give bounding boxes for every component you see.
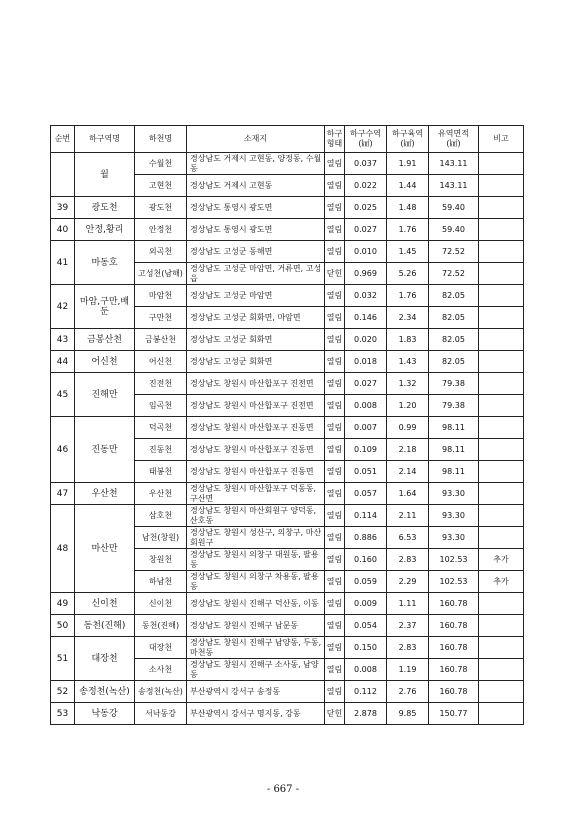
cell-basin: 93.30 [429,527,479,549]
cell-no: 46 [51,417,75,483]
cell-location: 경상남도 고성군 회화면, 마암면 [187,307,325,329]
cell-no: 43 [51,329,75,351]
cell-land: 2.14 [387,461,429,483]
cell-location: 경상남도 창원시 의창구 대원동, 팔용동 [187,549,325,571]
table-row [51,351,524,373]
cell-basin: 98.11 [429,439,479,461]
cell-basin: 82.05 [429,351,479,373]
cell-stream: 외곡천 [135,241,187,263]
cell-estuary: 송정천(녹산) [75,681,135,703]
cell-note [479,197,524,219]
cell-water: 0.114 [345,505,387,527]
table-row [51,483,524,505]
cell-basin: 150.77 [429,703,479,725]
cell-water: 0.112 [345,681,387,703]
cell-basin: 72.52 [429,241,479,263]
cell-stream: 서낙동강 [135,703,187,725]
cell-no: 50 [51,615,75,637]
cell-note [479,483,524,505]
cell-note [479,593,524,615]
cell-basin: 143.11 [429,175,479,197]
cell-water: 0.032 [345,285,387,307]
cell-basin: 79.38 [429,395,479,417]
table-header-row [51,126,524,153]
table-row [51,703,524,725]
cell-note [479,637,524,659]
cell-form: 열림 [325,637,345,659]
cell-note [479,351,524,373]
cell-water: 0.146 [345,307,387,329]
cell-water: 0.051 [345,461,387,483]
cell-note [479,439,524,461]
cell-stream: 어신천 [135,351,187,373]
cell-location: 경상남도 창원시 마산합포구 진동면 [187,439,325,461]
cell-note [479,373,524,395]
cell-estuary: 광도천 [75,197,135,219]
cell-location: 경상남도 창원시 마산합포구 진동면 [187,417,325,439]
cell-land: 1.43 [387,351,429,373]
cell-basin: 82.05 [429,285,479,307]
cell-form: 열림 [325,373,345,395]
cell-form: 열림 [325,681,345,703]
cell-stream: 소사천 [135,659,187,681]
cell-note [479,153,524,175]
cell-land: 1.91 [387,153,429,175]
cell-no [51,153,75,197]
cell-location: 경상남도 창원시 마산합포구 진전면 [187,395,325,417]
cell-land: 1.44 [387,175,429,197]
cell-note [479,659,524,681]
cell-stream: 남천(창원) [135,527,187,549]
table-body [51,153,524,725]
cell-estuary: 대장천 [75,637,135,681]
cell-location: 경상남도 창원시 마산합포구 덕동동, 구산면 [187,483,325,505]
cell-form: 열림 [325,329,345,351]
cell-water: 0.054 [345,615,387,637]
cell-form: 열림 [325,615,345,637]
cell-basin: 160.78 [429,637,479,659]
cell-water: 0.027 [345,373,387,395]
cell-location: 경상남도 고성군 마암면, 거류면, 고성읍 [187,263,325,285]
cell-stream: 대장천 [135,637,187,659]
cell-water: 0.969 [345,263,387,285]
cell-note [479,681,524,703]
cell-estuary: 우산천 [75,483,135,505]
cell-stream: 고현천 [135,175,187,197]
cell-estuary: 금봉산천 [75,329,135,351]
cell-water: 0.008 [345,395,387,417]
cell-no: 45 [51,373,75,417]
cell-stream: 마암천 [135,285,187,307]
col-header-note: 비고 [479,126,524,153]
cell-note [479,395,524,417]
cell-no: 52 [51,681,75,703]
cell-location: 경상남도 창원시 진해구 덕산동, 이동 [187,593,325,615]
cell-note [479,615,524,637]
cell-form: 열림 [325,219,345,241]
cell-form: 열림 [325,285,345,307]
cell-land: 2.18 [387,439,429,461]
cell-stream: 삼호천 [135,505,187,527]
cell-land: 2.11 [387,505,429,527]
cell-stream: 수월천 [135,153,187,175]
cell-land: 1.32 [387,373,429,395]
cell-stream: 송정천(녹산) [135,681,187,703]
cell-location: 경상남도 통영시 광도면 [187,197,325,219]
cell-stream: 우산천 [135,483,187,505]
cell-basin: 82.05 [429,307,479,329]
cell-land: 6.53 [387,527,429,549]
cell-stream: 진동천 [135,439,187,461]
cell-form: 열림 [325,593,345,615]
cell-water: 0.025 [345,197,387,219]
cell-water: 0.160 [345,549,387,571]
cell-estuary: 마동호 [75,241,135,285]
cell-note [479,703,524,725]
cell-stream: 덕곡천 [135,417,187,439]
cell-location: 경상남도 통영시 광도면 [187,219,325,241]
cell-note [479,263,524,285]
cell-form: 열림 [325,571,345,593]
cell-water: 0.008 [345,659,387,681]
cell-location: 부산광역시 강서구 명지동, 강동 [187,703,325,725]
cell-form: 열림 [325,549,345,571]
cell-basin: 79.38 [429,373,479,395]
cell-note: 추가 [479,549,524,571]
cell-stream: 신이천 [135,593,187,615]
cell-stream: 고성천(남해) [135,263,187,285]
cell-basin: 82.05 [429,329,479,351]
cell-note [479,175,524,197]
cell-form: 열림 [325,461,345,483]
cell-basin: 143.11 [429,153,479,175]
cell-location: 부산광역시 강서구 송정동 [187,681,325,703]
cell-estuary: 안정,황리 [75,219,135,241]
cell-form: 열림 [325,505,345,527]
cell-no: 40 [51,219,75,241]
cell-no: 44 [51,351,75,373]
cell-form: 열림 [325,659,345,681]
cell-water: 2.878 [345,703,387,725]
cell-form: 열림 [325,417,345,439]
cell-land: 5.26 [387,263,429,285]
cell-note: 추가 [479,571,524,593]
cell-water: 0.059 [345,571,387,593]
table-row [51,373,524,395]
cell-water: 0.886 [345,527,387,549]
cell-water: 0.007 [345,417,387,439]
cell-form: 열림 [325,175,345,197]
cell-water: 0.057 [345,483,387,505]
cell-location: 경상남도 창원시 의창구 차용동, 팔용동 [187,571,325,593]
cell-estuary: 진동만 [75,417,135,483]
table-row [51,615,524,637]
cell-land: 1.76 [387,219,429,241]
cell-water: 0.020 [345,329,387,351]
cell-no: 42 [51,285,75,329]
cell-water: 0.109 [345,439,387,461]
cell-estuary: 마암,구만,배둔 [75,285,135,329]
cell-stream: 구만천 [135,307,187,329]
cell-note [479,417,524,439]
cell-location: 경상남도 고성군 회화면 [187,351,325,373]
cell-water: 0.009 [345,593,387,615]
cell-stream: 창원천 [135,549,187,571]
cell-land: 1.48 [387,197,429,219]
table-row [51,637,524,659]
col-header-basin: 유역면적 (㎢) [429,126,479,153]
cell-note [479,527,524,549]
cell-stream: 하남천 [135,571,187,593]
cell-stream: 금봉산천 [135,329,187,351]
cell-note [479,307,524,329]
cell-no: 47 [51,483,75,505]
cell-basin: 72.52 [429,263,479,285]
cell-land: 9.85 [387,703,429,725]
cell-form: 열림 [325,351,345,373]
cell-land: 1.20 [387,395,429,417]
cell-land: 1.83 [387,329,429,351]
cell-location: 경상남도 창원시 진해구 남양동, 두동, 마천동 [187,637,325,659]
cell-location: 경상남도 거제시 고현동, 양정동, 수월동 [187,153,325,175]
cell-water: 0.037 [345,153,387,175]
cell-land: 2.29 [387,571,429,593]
cell-estuary: 진해만 [75,373,135,417]
cell-form: 열림 [325,527,345,549]
table-row [51,681,524,703]
cell-no: 39 [51,197,75,219]
cell-water: 0.150 [345,637,387,659]
cell-stream: 진전천 [135,373,187,395]
cell-water: 0.018 [345,351,387,373]
cell-no: 41 [51,241,75,285]
col-header-location: 소재지 [187,126,325,153]
cell-basin: 160.78 [429,659,479,681]
cell-land: 2.37 [387,615,429,637]
cell-note [479,329,524,351]
cell-form: 닫힌 [325,263,345,285]
col-header-estuary: 하구역명 [75,126,135,153]
col-header-form: 하구 형태 [325,126,345,153]
cell-location: 경상남도 창원시 진해구 남문동 [187,615,325,637]
cell-location: 경상남도 고성군 동해면 [187,241,325,263]
cell-location: 경상남도 창원시 진해구 소사동, 남양동 [187,659,325,681]
col-header-stream: 하천명 [135,126,187,153]
cell-form: 열림 [325,483,345,505]
cell-no: 48 [51,505,75,593]
cell-form: 닫힌 [325,703,345,725]
cell-estuary: 마산만 [75,505,135,593]
cell-estuary: 낙동강 [75,703,135,725]
cell-estuary: 동천(진해) [75,615,135,637]
cell-land: 1.76 [387,285,429,307]
cell-land: 1.19 [387,659,429,681]
cell-basin: 102.53 [429,571,479,593]
cell-location: 경상남도 창원시 마산합포구 진전면 [187,373,325,395]
cell-stream: 임곡천 [135,395,187,417]
cell-location: 경상남도 고성군 마암면 [187,285,325,307]
cell-form: 열림 [325,241,345,263]
cell-stream: 태봉천 [135,461,187,483]
cell-form: 열림 [325,439,345,461]
cell-land: 2.76 [387,681,429,703]
cell-basin: 93.30 [429,483,479,505]
cell-land: 2.34 [387,307,429,329]
cell-basin: 160.78 [429,681,479,703]
cell-no: 53 [51,703,75,725]
cell-estuary: 월 [75,153,135,197]
cell-location: 경상남도 거제시 고현동 [187,175,325,197]
cell-form: 열림 [325,395,345,417]
table-row [51,285,524,307]
cell-basin: 93.30 [429,505,479,527]
table-row [51,329,524,351]
cell-form: 열림 [325,197,345,219]
table-row [51,417,524,439]
table-row [51,241,524,263]
cell-no: 49 [51,593,75,615]
cell-stream: 동천(진해) [135,615,187,637]
cell-stream: 안정천 [135,219,187,241]
cell-land: 1.45 [387,241,429,263]
col-header-land: 하구육역 (㎢) [387,126,429,153]
cell-basin: 98.11 [429,417,479,439]
col-header-no: 순번 [51,126,75,153]
cell-water: 0.027 [345,219,387,241]
cell-land: 1.64 [387,483,429,505]
cell-land: 0.99 [387,417,429,439]
cell-stream: 광도천 [135,197,187,219]
cell-land: 2.83 [387,549,429,571]
table-row [51,197,524,219]
table-row [51,153,524,175]
cell-location: 경상남도 창원시 성산구, 의창구, 마산회원구 [187,527,325,549]
cell-location: 경상남도 창원시 마산합포구 진동면 [187,461,325,483]
cell-basin: 59.40 [429,197,479,219]
cell-form: 열림 [325,307,345,329]
cell-form: 열림 [325,153,345,175]
cell-land: 2.83 [387,637,429,659]
cell-basin: 59.40 [429,219,479,241]
cell-note [479,219,524,241]
cell-basin: 98.11 [429,461,479,483]
cell-estuary: 신이천 [75,593,135,615]
cell-basin: 160.78 [429,615,479,637]
cell-water: 0.022 [345,175,387,197]
table-row [51,505,524,527]
cell-estuary: 어신천 [75,351,135,373]
cell-location: 경상남도 창원시 마산회원구 양덕동, 산호동 [187,505,325,527]
col-header-water: 하구수역 (㎢) [345,126,387,153]
cell-no: 51 [51,637,75,681]
cell-land: 1.11 [387,593,429,615]
cell-note [479,461,524,483]
cell-location: 경상남도 고성군 회화면 [187,329,325,351]
cell-basin: 160.78 [429,593,479,615]
cell-note [479,241,524,263]
cell-note [479,505,524,527]
table-row [51,219,524,241]
page-number: - 667 - [266,784,300,795]
cell-note [479,285,524,307]
table-row [51,593,524,615]
cell-basin: 102.53 [429,549,479,571]
estuary-table [50,125,524,725]
cell-water: 0.010 [345,241,387,263]
